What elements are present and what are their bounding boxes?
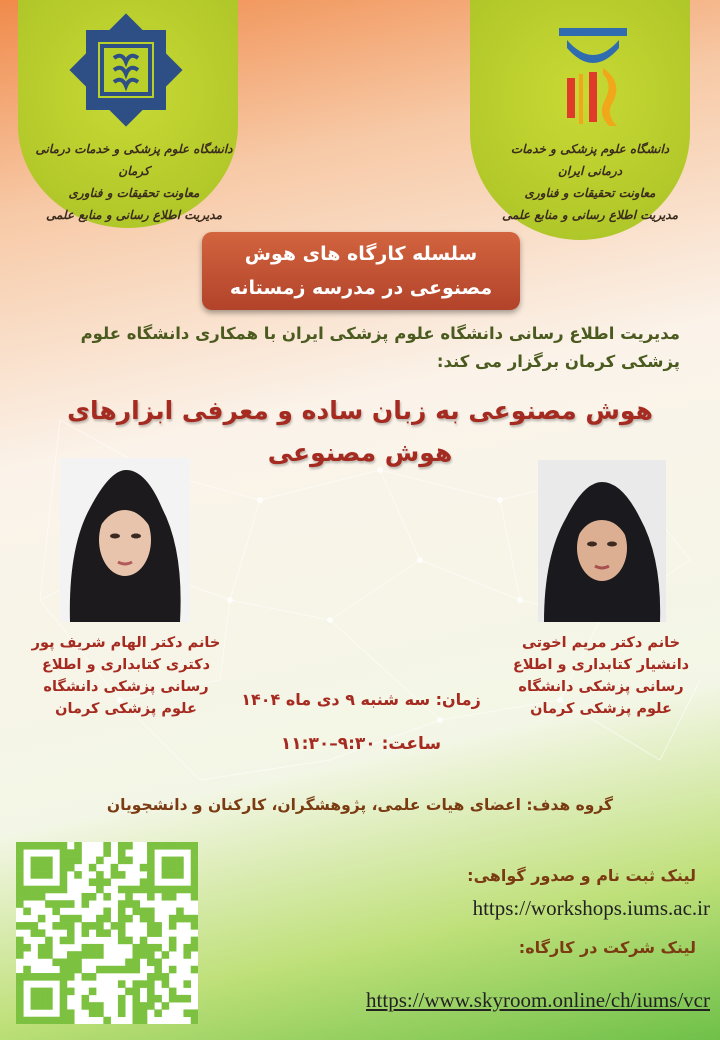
banner-line-1: سلسله کارگاه های هوش bbox=[244, 243, 478, 265]
join-url[interactable]: https://www.skyroom.online/ch/iums/vcr bbox=[366, 988, 710, 1012]
intro-text bbox=[40, 320, 680, 376]
right-logo-line-2: معاونت تحقیقات و فناوری bbox=[524, 186, 656, 200]
target-audience: گروه هدف: اعضای هیات علمی، پژوهشگران، کارکنان و دانشجویان bbox=[106, 796, 614, 814]
speaker-photo-left bbox=[60, 458, 190, 622]
speaker-left-name: خانم دکتر الهام شریف پور bbox=[31, 635, 221, 651]
right-logo-line-1: دانشگاه علوم پزشکی و خدمات درمانی ایران bbox=[510, 142, 670, 178]
speaker-photo-right bbox=[538, 460, 666, 622]
speaker-right-line-4: علوم پزشکی کرمان bbox=[530, 701, 672, 717]
speaker-left-line-4: علوم پزشکی کرمان bbox=[55, 701, 197, 717]
title-line-2: هوش مصنوعی bbox=[267, 438, 453, 467]
speaker-left-line-3: رسانی پزشکی دانشگاه bbox=[43, 679, 209, 695]
title-line-1: هوش مصنوعی به زبان ساده و معرفی ابزارهای bbox=[67, 396, 653, 425]
workshop-time: ساعت: ۹:۳۰–۱۱:۳۰ bbox=[280, 734, 442, 754]
workshop-date: زمان: سه شنبه ۹ دی ماه ۱۴۰۴ bbox=[241, 690, 481, 709]
intro-line-1: مدیریت اطلاع رسانی دانشگاه علوم پزشکی ایران با همکاری دانشگاه علوم bbox=[80, 324, 680, 343]
left-logo-line-1: دانشگاه علوم پزشکی و خدمات درمانی کرمان bbox=[35, 142, 233, 178]
kerman-university-logo-icon bbox=[64, 8, 188, 132]
intro-line-2: پزشکی کرمان برگزار می کند: bbox=[436, 352, 680, 371]
speaker-right-name: خانم دکتر مریم اخوتی bbox=[521, 635, 681, 651]
join-url-wrap bbox=[230, 988, 710, 1013]
speaker-right-info bbox=[496, 632, 706, 720]
speaker-left-line-2: دکتری کتابداری و اطلاع bbox=[41, 657, 211, 673]
right-logo-line-3: مدیریت اطلاع رسانی و منابع علمی bbox=[501, 208, 679, 222]
speaker-right-line-2: دانشیار کتابداری و اطلاع bbox=[512, 657, 690, 673]
qr-code-icon bbox=[16, 842, 198, 1024]
speaker-left-info bbox=[26, 632, 226, 720]
register-url[interactable]: https://workshops.iums.ac.ir bbox=[472, 896, 710, 920]
join-link-label: لینک شرکت در کارگاه: bbox=[518, 938, 696, 957]
iran-university-logo-icon bbox=[553, 22, 633, 134]
speaker-right-line-3: رسانی پزشکی دانشگاه bbox=[518, 679, 684, 695]
qr-code[interactable] bbox=[16, 842, 198, 1024]
banner-line-2: مصنوعی در مدرسه زمستانه bbox=[229, 277, 493, 299]
series-banner bbox=[202, 232, 520, 310]
register-link-label: لینک ثبت نام و صدور گواهی: bbox=[467, 866, 696, 885]
left-logo-line-2: معاونت تحقیقات و فناوری bbox=[68, 186, 200, 200]
left-logo-line-3: مدیریت اطلاع رسانی و منابع علمی bbox=[45, 208, 223, 222]
